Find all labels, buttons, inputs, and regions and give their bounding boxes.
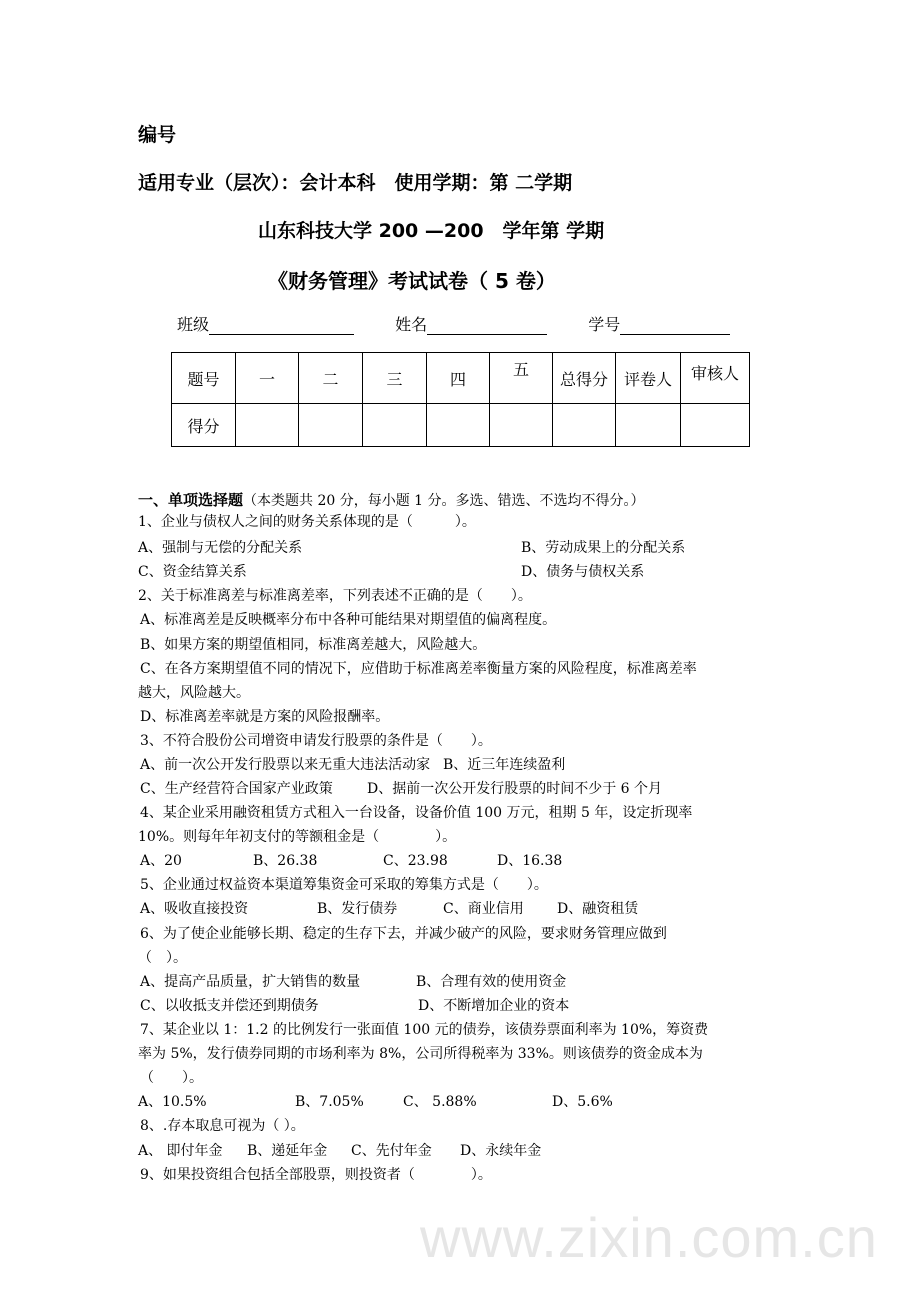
q5-option-b: B、发行债券 (317, 901, 398, 917)
q1-option-b: B、劳动成果上的分配关系 (521, 540, 686, 556)
score-cell[interactable] (363, 404, 427, 447)
class-label: 班级 (177, 315, 210, 334)
student-info (177, 312, 730, 335)
q6-option-c: C、以收抵支并偿还到期债务 (140, 998, 319, 1014)
q6-stem-cont: （ ）。 (138, 950, 187, 966)
q5-option-c: C、商业信用 (443, 901, 524, 917)
q1-option-c: C、资金结算关系 (138, 564, 247, 580)
q6-option-b: B、合理有效的使用资金 (416, 974, 567, 990)
score-cell[interactable] (490, 404, 553, 447)
q8-option-d: D、永续年金 (460, 1143, 542, 1159)
score-cell[interactable] (553, 404, 616, 447)
section-title: 一、单项选择题 (138, 491, 244, 509)
number-label: 编号 (138, 124, 177, 146)
header-cell: 三 (363, 353, 427, 404)
q8-stem: 8、.存本取息可视为（ ）。 (140, 1118, 305, 1134)
score-row (172, 404, 750, 447)
class-field[interactable] (209, 318, 354, 335)
id-label: 学号 (588, 315, 621, 334)
q7-stem: 7、某企业以 1：1.2 的比例发行一张面值 100 元的债券，该债券票面利率为 10%，筹资费 (140, 1022, 709, 1038)
header-cell: 评卷人 (616, 353, 681, 404)
score-cell[interactable] (616, 404, 681, 447)
score-cell[interactable] (427, 404, 490, 447)
header-cell: 一 (236, 353, 299, 404)
q8-option-c: C、先付年金 (351, 1143, 432, 1159)
score-cell[interactable] (236, 404, 299, 447)
exam-title: 《财务管理》考试试卷（ 5 卷） (268, 269, 556, 293)
q4-option-d: D、16.38 (497, 853, 563, 869)
q3-stem: 3、不符合股份公司增资申请发行股票的条件是（ ）。 (140, 733, 492, 749)
q4-option-c: C、23.98 (383, 853, 448, 869)
table-header-row (172, 353, 750, 404)
q4-option-a: A、20 (140, 853, 182, 869)
q8-option-a: A、 即付年金 (138, 1143, 223, 1159)
q7-option-b: B、7.05% (295, 1094, 364, 1110)
name-field[interactable] (427, 318, 547, 335)
score-cell[interactable] (681, 404, 750, 447)
q7-option-c: C、 5.88% (403, 1094, 477, 1110)
header-cell: 审核人 (681, 353, 750, 404)
q5-stem: 5、企业通过权益资本渠道筹集资金可采取的筹集方式是（ ）。 (140, 877, 548, 893)
q5-option-d: D、融资租赁 (557, 901, 639, 917)
header-cell: 五 (490, 353, 553, 404)
q6-stem: 6、为了使企业能够长期、稳定的生存下去，并减少破产的风险，要求财务管理应做到 (140, 926, 667, 942)
q7-option-d: D、5.6% (552, 1094, 613, 1110)
q3-option-c: C、生产经营符合国家产业政策 (140, 781, 333, 797)
student-id-field[interactable] (620, 318, 730, 335)
header-cell: 四 (427, 353, 490, 404)
score-table (171, 352, 750, 447)
q9-stem: 9、如果投资组合包括全部股票，则投资者（ ）。 (140, 1167, 492, 1183)
school-line: 山东科技大学 200 —200 学年第 学期 (258, 220, 605, 242)
q3-option-d: D、据前一次公开发行股票的时间不少于 6 个月 (367, 781, 663, 797)
header-cell: 题号 (172, 353, 236, 404)
header-cell: 总得分 (553, 353, 616, 404)
q4-stem-cont: 10%。则每年年初支付的等额租金是（ ）。 (138, 829, 457, 845)
q7-stem-cont: 率为 5%，发行债券同期的市场利率为 8%，公司所得税率为 33%。则该债券的资金成本为 (138, 1046, 703, 1062)
header-cell: 二 (299, 353, 363, 404)
q1-option-d: D、债务与债权关系 (521, 564, 645, 580)
section-heading (138, 489, 645, 512)
q5-option-a: A、吸收直接投资 (140, 901, 249, 917)
q8-option-b: B、递延年金 (247, 1143, 328, 1159)
score-cell[interactable] (299, 404, 363, 447)
q1-stem: 1、企业与债权人之间的财务关系体现的是（ ）。 (138, 514, 476, 530)
section-note: （本类题共 20 分，每小题 1 分。多选、错选、不选均不得分。） (243, 493, 645, 509)
q2-option-b: B、如果方案的期望值相同，标准离差越大，风险越大。 (140, 637, 487, 653)
q2-stem: 2、关于标准离差与标准离差率，下列表述不正确的是（ ）。 (138, 588, 532, 604)
q4-stem: 4、某企业采用融资租赁方式租入一台设备，设备价值 100 万元，租期 5 年，设定折现率 (140, 805, 693, 821)
q2-option-d: D、标准离差率就是方案的风险报酬率。 (140, 709, 390, 725)
q1-option-a: A、强制与无偿的分配关系 (138, 540, 303, 556)
q7-stem-cont2: （ ）。 (140, 1070, 203, 1086)
q6-option-d: D、不断增加企业的资本 (418, 998, 570, 1014)
q7-option-a: A、10.5% (138, 1094, 207, 1110)
q2-option-a: A、标准离差是反映概率分布中各种可能结果对期望值的偏离程度。 (140, 612, 557, 628)
q3-option-a: A、前一次公开发行股票以来无重大违法活动家 (140, 757, 431, 773)
q2-option-c: C、在各方案期望值不同的情况下，应借助于标准离差率衡量方案的风险程度，标准离差率 (140, 661, 697, 677)
q2-option-c-cont: 越大，风险越大。 (138, 685, 250, 701)
major-line: 适用专业（层次）：会计本科 使用学期：第 二学期 (138, 172, 573, 194)
name-label: 姓名 (395, 315, 428, 334)
q4-option-b: B、26.38 (253, 853, 318, 869)
watermark: www.zixin.com.cn (420, 1206, 878, 1269)
score-row-label: 得分 (172, 404, 236, 447)
q3-option-b: B、近三年连续盈利 (443, 757, 566, 773)
q6-option-a: A、提高产品质量，扩大销售的数量 (140, 974, 361, 990)
